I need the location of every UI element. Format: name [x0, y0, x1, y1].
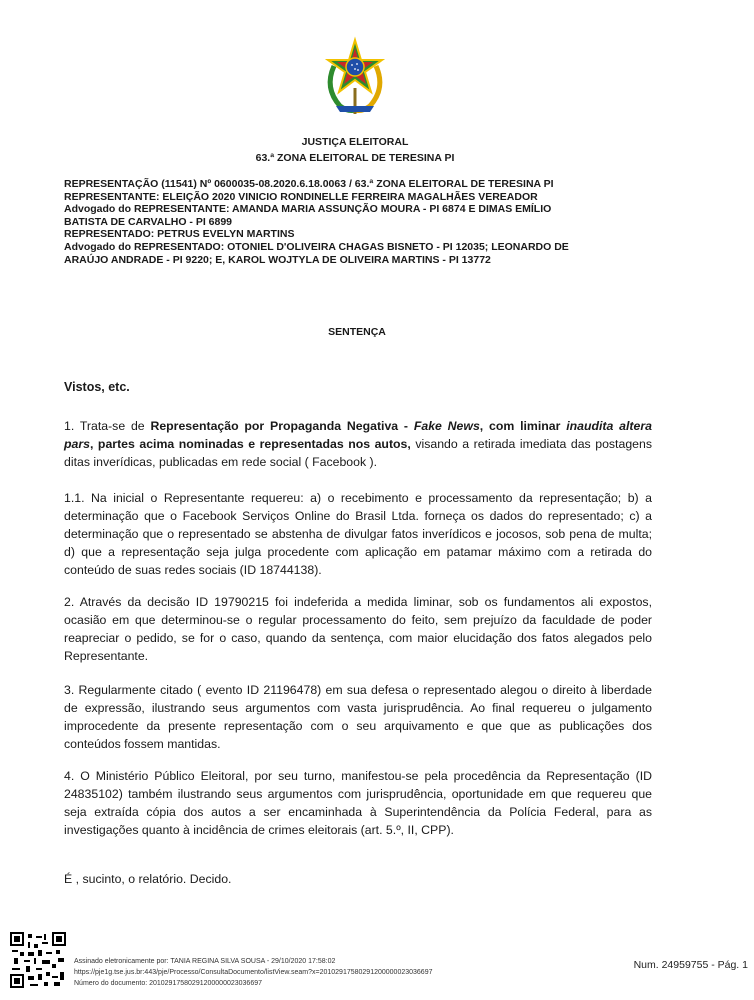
greeting: Vistos, etc. [64, 380, 130, 394]
representado-lawyer-cont: ARAÚJO ANDRADE - PI 9220; E, KAROL WOJTYLA DE OLIVEIRA MARTINS - PI 13772 [64, 253, 491, 266]
paragraph-4: 4. O Ministério Público Eleitoral, por seu turno, manifestou-se pela procedência da Representação (ID 24835102) também ilustrando seus argumentos com jurisprudência, oportunidade em que requereu que seja extraída cópia dos autos a ser encaminhada à Superintendência da Polícia Federal, para as investigações quanto à incidência de crimes eleitorais (art. 5.º, II, CPP). [64, 769, 652, 837]
document-title: SENTENÇA [328, 326, 386, 338]
court-zone: 63.ª ZONA ELEITORAL DE TERESINA PI [255, 152, 455, 164]
case-number: REPRESENTAÇÃO (11541) Nº 0600035-08.2020.6.18.0063 / 63.ª ZONA ELEITORAL DE TERESINA PI [64, 178, 554, 190]
signed-by: Assinado eletronicamente por: TANIA REGINA SILVA SOUSA - 29/10/2020 17:58:02 [74, 958, 336, 965]
signature-footer [74, 956, 433, 989]
document-number: Número do documento: 20102917580291200000023036697 [74, 980, 262, 987]
brazil-coat-of-arms-icon [320, 36, 390, 118]
court-header [0, 134, 710, 166]
representado-lawyer: Advogado do REPRESENTADO: OTONIEL D'OLIVEIRA CHAGAS BISNETO - PI 12035; LEONARDO DE [64, 240, 569, 253]
case-info [64, 178, 664, 266]
p1-text-d: , com liminar [479, 419, 567, 433]
representante-lawyer: Advogado do REPRESENTANTE: AMANDA MARIA ASSUNÇÃO MOURA - PI 6874 E DIMAS EMÍLIO [64, 203, 552, 216]
p1-text-c: Fake News [413, 419, 480, 433]
representante-lawyer-cont: BATISTA DE CARVALHO - PI 6899 [64, 215, 233, 228]
representante: REPRESENTANTE: ELEIÇÃO 2020 VINICIO RONDINELLE FERREIRA MAGALHÃES VEREADOR [64, 190, 538, 203]
paragraph-2: 2. Através da decisão ID 19790215 foi indeferida a medida liminar, sob os fundamentos ali expostos, ocasião em que determinou-se o regular processamento do feito, sem prejuízo da faculdade de poder reapreciar o pedido, se for o caso, quando da sentença, com maior elucidação dos fatos alegados pelo Representante. [64, 595, 652, 663]
p1-text-e: inaudita altera pars [64, 419, 652, 451]
p1-text-f: , partes acima nominadas e representadas nos autos, [89, 437, 411, 451]
p1-text-g: visando a retirada imediata das postagens ditas inverídicas, publicadas em rede social ( Facebook ). [64, 437, 652, 469]
paragraph-1 [64, 417, 652, 471]
p1-text-b: Representação por Propaganda Negativa - [150, 419, 414, 433]
paragraph-1-1: 1.1. Na inicial o Representante requereu: a) o recebimento e processamento da representação; b) a determinação que o Facebook Serviços Online do Brasil Ltda. forneça os dados do representado; c) a determinação que o representado se abstenha de divulgar fatos inverídicos e jocosos, sob pena de multa; d) que a representação seja julga procedente com aplicação em patamar máximo com a retirada do conteúdo de suas redes sociais (ID 18744138). [64, 491, 652, 577]
representado: REPRESENTADO: PETRUS EVELYN MARTINS [64, 228, 295, 241]
paragraph-3: 3. Regularmente citado ( evento ID 21196478) em sua defesa o representado alegou o direito à liberdade de expressão, ilustrando seus argumentos com vasta jurisprudência. Ao final requereu o julgamento improcedente da presente representação com o seu arquivamento e que que as publicações dos conteúdos fossem mantidas. [64, 683, 652, 751]
qr-code-icon [10, 932, 66, 988]
p1-text-a: 1. Trata-se de [64, 419, 151, 433]
verification-url[interactable]: https://pje1g.tse.jus.br:443/pje/Processo/ConsultaDocumento/listView.seam?x=20102917580291200000023036697 [74, 969, 433, 976]
court-name: JUSTIÇA ELEITORAL [301, 136, 409, 148]
page-number: Num. 24959755 - Pág. 1 [633, 959, 748, 971]
paragraph-closing: É , sucinto, o relatório. Decido. [64, 872, 232, 886]
